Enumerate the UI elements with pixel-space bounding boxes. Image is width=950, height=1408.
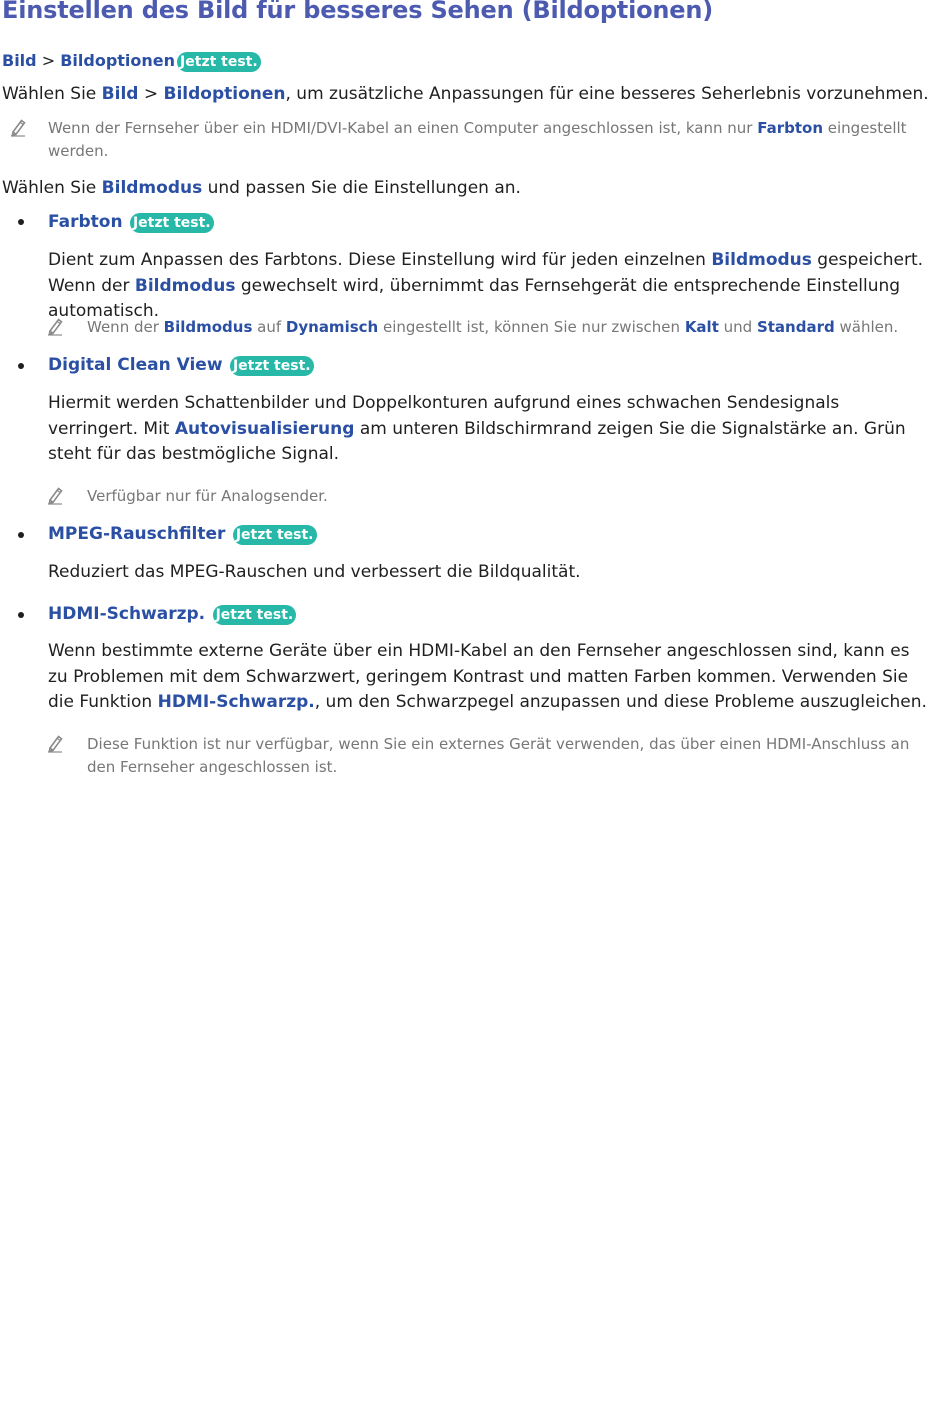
item-hdmi-schwarzp-heading	[48, 602, 296, 626]
note-farbton: Farbton	[757, 119, 823, 137]
note-text: eingestellt werden.	[48, 119, 907, 160]
desc-text: am unteren Bildschirmrand zeigen Sie die Signalstärke an. Grün steht für das bestmögliche Signal.	[48, 418, 906, 464]
mpeg-rauschfilter-description: Reduziert das MPEG-Rauschen und verbessert die Bildqualität.	[48, 562, 581, 582]
menu-bildmodus: Bildmodus	[134, 275, 236, 296]
hdmi-schwarzp-link[interactable]: HDMI-Schwarzp.	[48, 604, 206, 624]
bullet-dot	[18, 532, 24, 538]
note-text: auf	[252, 318, 286, 336]
menu-bild: Bild	[101, 84, 139, 104]
item-digital-clean-view-heading	[48, 353, 314, 377]
menu-autovisualisierung: Autovisualisierung	[174, 418, 355, 439]
menu-bildmodus: Bildmodus	[711, 250, 812, 270]
digital-clean-view-link[interactable]: Digital Clean View	[48, 355, 223, 375]
breadcrumb-separator: >	[41, 51, 56, 70]
desc-text: gespeichert. Wenn der	[48, 250, 924, 296]
note-text: Wenn der	[87, 318, 164, 336]
note-text: und	[718, 318, 757, 336]
farbton-note	[87, 316, 927, 339]
menu-hdmi-schwarzp: HDMI-Schwarzp.	[157, 692, 315, 712]
desc-text: Hiermit werden Schattenbilder und Doppelkonturen aufgrund eines schwachen Sendesignals verringert. Mit	[48, 393, 840, 439]
digital-clean-view-note: Verfügbar nur für Analogsender.	[87, 487, 328, 505]
intro-text: >	[138, 84, 164, 104]
note-kalt: Kalt	[684, 318, 719, 336]
pencil-icon	[9, 117, 27, 137]
desc-text: Wenn bestimmte externe Geräte über ein HDMI-Kabel an den Fernseher angeschlossen sind, kann es zu Problemen mit dem Schwarzwert, geringem Kontrast und matten Farben kommen. Verwenden Sie die Funktion	[48, 641, 910, 712]
desc-text: Dient zum Anpassen des Farbtons. Diese Einstellung wird für jeden einzelnen	[48, 250, 712, 270]
breadcrumb-bild-link[interactable]: Bild	[2, 51, 37, 70]
breadcrumb	[2, 50, 261, 72]
note-standard: Standard	[756, 318, 835, 336]
bullet-dot	[18, 612, 24, 618]
mpeg-rauschfilter-link[interactable]: MPEG-Rauschfilter	[48, 524, 226, 544]
try-now-button[interactable]: Jetzt test.	[177, 52, 261, 72]
intro-text: , um zusätzliche Anpassungen für eine besseres Seherlebnis vorzunehmen.	[285, 84, 929, 104]
choose-text: Wählen Sie	[2, 178, 102, 198]
try-now-button[interactable]: Jetzt test.	[233, 525, 317, 545]
digital-clean-view-description	[48, 391, 928, 468]
note-text: wählen.	[834, 318, 899, 336]
hdmi-schwarzp-note: Diese Funktion ist nur verfügbar, wenn Sie ein externes Gerät verwenden, das über einen HDMI-Anschluss an den Fernseher angeschlossen ist.	[87, 735, 910, 776]
note-hdmi	[48, 117, 908, 163]
intro-paragraph	[2, 82, 942, 108]
breadcrumb-bildoptionen-link[interactable]: Bildoptionen	[60, 51, 176, 70]
intro-text: Wählen Sie	[2, 84, 102, 104]
try-now-button[interactable]: Jetzt test.	[130, 213, 214, 233]
note-text: eingestellt ist, können Sie nur zwischen	[378, 318, 685, 336]
bullet-dot	[18, 219, 24, 225]
bullet-dot	[18, 363, 24, 369]
desc-text: gewechselt wird, übernimmt das Fernsehgerät die entsprechende Einstellung automatisch.	[48, 275, 901, 321]
page-title: Einstellen des Bild für besseres Sehen (Bildoptionen)	[2, 0, 714, 24]
farbton-link[interactable]: Farbton	[48, 212, 123, 232]
choose-text: und passen Sie die Einstellungen an.	[202, 178, 521, 198]
note-dynamisch: Dynamisch	[285, 318, 379, 336]
desc-text: , um den Schwarzpegel anzupassen und diese Probleme auszugleichen.	[314, 692, 927, 712]
item-farbton-heading	[48, 210, 214, 234]
hdmi-schwarzp-description	[48, 639, 928, 716]
choose-paragraph	[2, 176, 942, 202]
menu-bildoptionen: Bildoptionen	[163, 84, 286, 104]
pencil-icon	[46, 485, 64, 505]
item-mpeg-rauschfilter-heading	[48, 522, 317, 546]
farbton-description	[48, 248, 928, 325]
menu-bildmodus: Bildmodus	[101, 178, 203, 198]
note-bildmodus: Bildmodus	[163, 318, 253, 336]
pencil-icon	[46, 316, 64, 336]
try-now-button[interactable]: Jetzt test.	[213, 605, 297, 625]
note-text: Wenn der Fernseher über ein HDMI/DVI-Kabel an einen Computer angeschlossen ist, kann nur	[48, 119, 758, 137]
pencil-icon	[46, 733, 64, 753]
try-now-button[interactable]: Jetzt test.	[230, 356, 314, 376]
